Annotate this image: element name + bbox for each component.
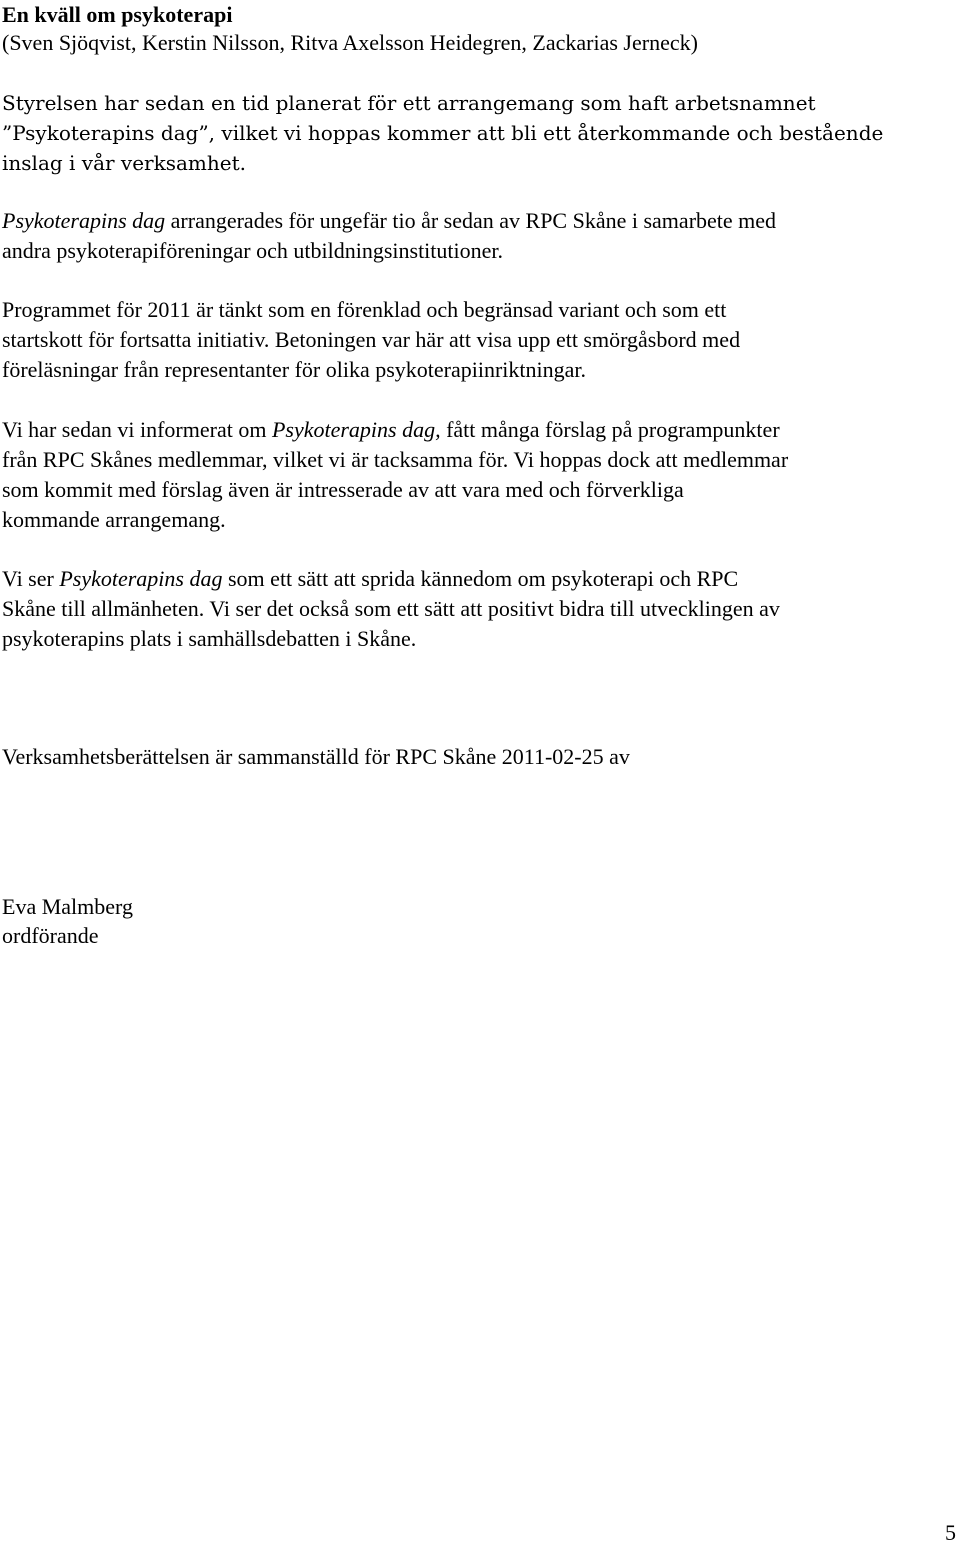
paragraph-2-line-1 — [2, 206, 776, 236]
paragraph-4-line-2: från RPC Skånes medlemmar, vilket vi är tacksamma för. Vi hoppas dock att medlemmar — [2, 447, 789, 472]
paragraph-3-line-2: startskott för fortsatta initiativ. Betoningen var här att visa upp ett smörgåsbord med — [2, 327, 741, 352]
paragraph-2-line-2: andra psykoterapiföreningar och utbildningsinstitutioner. — [2, 238, 504, 263]
paragraph-5-line-3: psykoterapins plats i samhällsdebatten i Skåne. — [2, 626, 417, 651]
paragraph-5-line-2: Skåne till allmänheten. Vi ser det också som ett sätt att positivt bidra till utvecklingen av — [2, 596, 780, 621]
signature-role: ordförande — [2, 923, 99, 948]
paragraph-5-emphasis: Psykoterapins dag — [59, 566, 223, 591]
paragraph-4-line-1-start: Vi har sedan vi informerat om — [2, 417, 272, 442]
paragraph-4-emphasis: Psykoterapins dag, — [271, 417, 441, 442]
authors-line: (Sven Sjöqvist, Kerstin Nilsson, Ritva Axelsson Heidegren, Zackarias Jerneck) — [2, 30, 698, 55]
paragraph-4-line-1 — [2, 415, 780, 445]
paragraph-2-line-1-text: arrangerades för ungefär tio år sedan av RPC Skåne i samarbete med — [165, 208, 777, 233]
paragraph-5-line-1-end: som ett sätt att sprida kännedom om psykoterapi och RPC — [222, 566, 739, 591]
paragraph-1-line-2: ”Psykoterapins dag”, vilket vi hoppas kommer att bli ett återkommande och bestående — [2, 121, 884, 145]
paragraph-5-line-1 — [2, 564, 738, 594]
compiled-statement: Verksamhetsberättelsen är sammanställd för RPC Skåne 2011-02-25 av — [2, 744, 630, 769]
signature-name: Eva Malmberg — [2, 894, 133, 919]
paragraph-4-line-3: som kommit med förslag även är intresserade av att vara med och förverkliga — [2, 477, 684, 502]
paragraph-4-line-4: kommande arrangemang. — [2, 507, 226, 532]
paragraph-4-line-1-end: fått många förslag på programpunkter — [440, 417, 780, 442]
paragraph-2-emphasis: Psykoterapins dag — [2, 208, 166, 233]
paragraph-5-line-1-start: Vi ser — [2, 566, 60, 591]
paragraph-1-line-3: inslag i vår verksamhet. — [2, 151, 246, 175]
page-title: En kväll om psykoterapi — [2, 2, 233, 27]
page-number: 5 — [945, 1520, 956, 1545]
paragraph-3-line-1: Programmet för 2011 är tänkt som en förenklad och begränsad variant och som ett — [2, 297, 727, 322]
paragraph-3-line-3: föreläsningar från representanter för olika psykoterapiinriktningar. — [2, 357, 586, 382]
paragraph-1-line-1: Styrelsen har sedan en tid planerat för ett arrangemang som haft arbetsnamnet — [2, 91, 816, 115]
